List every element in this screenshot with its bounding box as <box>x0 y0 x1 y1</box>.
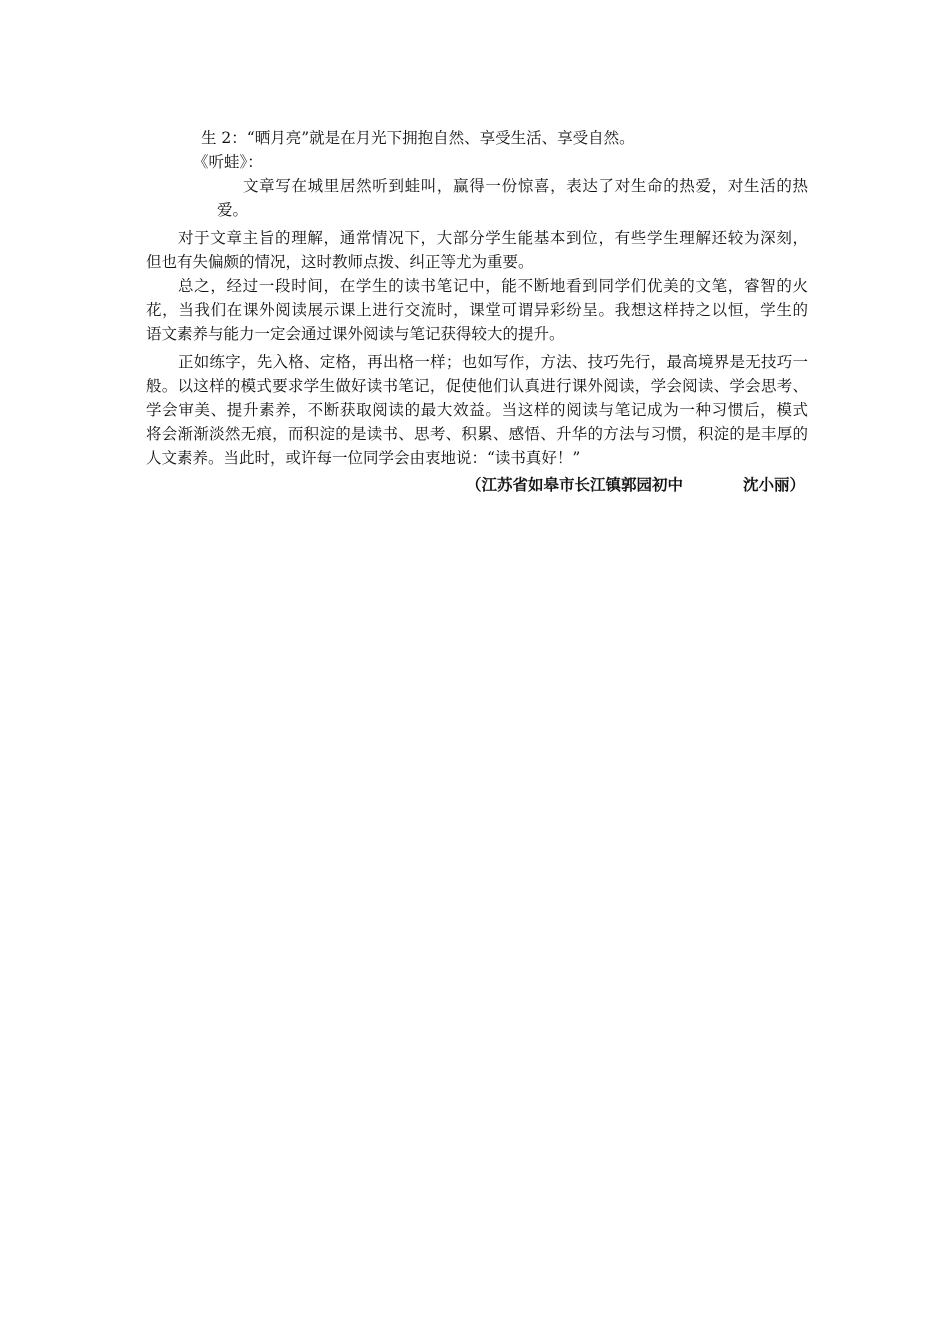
signature-author: 沈小丽） <box>743 475 806 494</box>
paragraph-1-line-1: 对于文章主旨的理解，通常情况下，大部分学生能基本到位，有些学生理解还较为深刻， <box>178 229 808 247</box>
paragraph-3-line-1: 正如练字，先入格、定格，再出格一样；也如写作，方法、技巧先行，最高境界是无技巧一 <box>178 353 808 371</box>
book-title: 《听蛙》： <box>193 153 263 171</box>
paragraph-3-line-2: 般。以这样的模式要求学生做好读书笔记，促使他们认真进行课外阅读，学会阅读、学会思考、 <box>146 377 808 395</box>
book-summary-line-2: 爱。 <box>217 201 249 219</box>
paragraph-3-line-5: 人文素养。当此时，或许每一位同学会由衷地说：“读书真好！” <box>146 449 581 467</box>
paragraph-2-line-2: 花，当我们在课外阅读展示课上进行交流时，课堂可谓异彩纷呈。我想这样持之以恒，学生的 <box>146 301 808 319</box>
student-answer-line: 生 2：“晒月亮”就是在月光下拥抱自然、享受生活、享受自然。 <box>201 129 635 147</box>
signature-school: （江苏省如皋市长江镇郭园初中 <box>466 475 684 494</box>
book-summary-line-1: 文章写在城里居然听到蛙叫，赢得一份惊喜，表达了对生命的热爱，对生活的热 <box>243 177 808 195</box>
paragraph-1-line-2: 但也有失偏颇的情况，这时教师点拨、纠正等尤为重要。 <box>146 253 534 271</box>
paragraph-3-line-3: 学会审美、提升素养，不断获取阅读的最大效益。当这样的阅读与笔记成为一种习惯后，模式 <box>146 401 808 419</box>
paragraph-3-line-4: 将会渐渐淡然无痕，而积淀的是读书、思考、积累、感悟、升华的方法与习惯，积淀的是丰厚的 <box>146 425 808 443</box>
paragraph-2-line-3: 语文素养与能力一定会通过课外阅读与笔记获得较大的提升。 <box>146 325 565 343</box>
paragraph-2-line-1: 总之，经过一段时间，在学生的读书笔记中，能不断地看到同学们优美的文笔，睿智的火 <box>178 277 808 295</box>
